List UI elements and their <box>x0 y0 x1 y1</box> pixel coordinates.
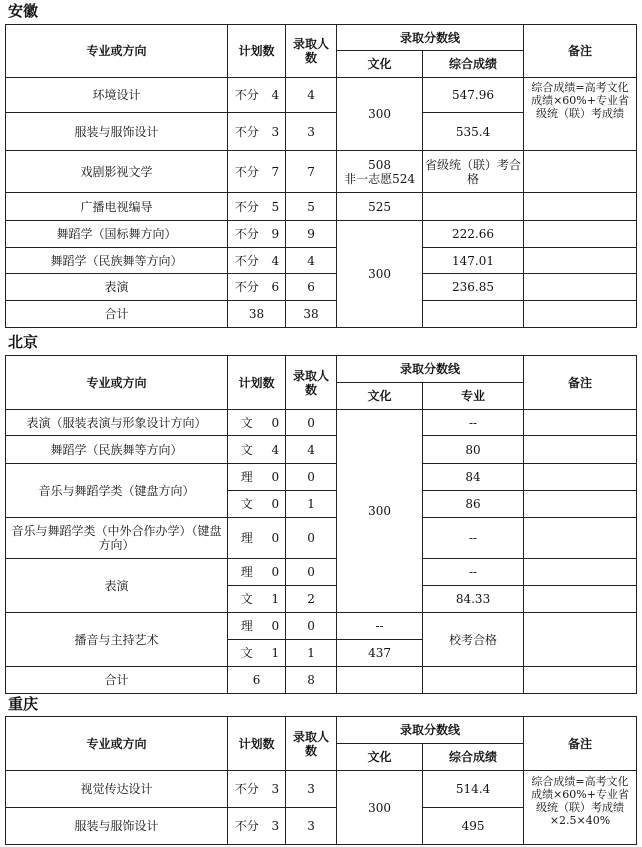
total-row <box>6 667 637 694</box>
plan-cell: 4 <box>266 78 286 113</box>
table-row <box>6 151 637 193</box>
score-cell: -- <box>423 410 524 436</box>
category-cell: 文 <box>228 410 266 436</box>
major-cell: 环境设计 <box>6 78 228 113</box>
culture-cell: 437 <box>337 640 423 667</box>
admit-cell: 1 <box>286 491 337 518</box>
header-remark: 备注 <box>524 25 637 78</box>
plan-cell: 0 <box>266 491 286 518</box>
culture-cell: 300 <box>337 771 423 845</box>
header-major: 专业或方向 <box>6 356 228 410</box>
category-cell: 不分 <box>228 151 266 193</box>
header-culture: 文化 <box>337 744 423 771</box>
admit-cell: 3 <box>286 113 337 151</box>
remark-cell <box>524 613 637 667</box>
major-cell: 舞蹈学（民族舞等方向） <box>6 436 228 464</box>
header-plan: 计划数 <box>228 356 286 410</box>
admit-cell: 4 <box>286 78 337 113</box>
table-row <box>6 559 637 586</box>
header-scoreline: 录取分数线 <box>337 356 524 383</box>
header-admit: 录取人数 <box>286 356 337 410</box>
score-cell: -- <box>423 559 524 586</box>
major-cell: 音乐与舞蹈学类（中外合作办学）（键盘方向） <box>6 518 228 559</box>
culture-cell: -- <box>337 613 423 640</box>
score-cell: 547.96 <box>423 78 524 113</box>
category-cell: 不分 <box>228 248 266 274</box>
category-cell: 理 <box>228 559 266 586</box>
score-cell: 省级统（联）考合格 <box>423 151 524 193</box>
score-cell: 84.33 <box>423 586 524 613</box>
score-cell: -- <box>423 518 524 559</box>
empty-cell <box>423 667 524 694</box>
remark-cell <box>524 248 637 274</box>
header-major: 专业或方向 <box>6 25 228 78</box>
total-plan: 6 <box>228 667 286 694</box>
section-title-beijing: 北京 <box>8 333 39 351</box>
major-cell: 舞蹈学（民族舞等方向） <box>6 248 228 274</box>
category-cell: 不分 <box>228 78 266 113</box>
culture-cell: 300 <box>337 221 423 328</box>
table-row <box>6 193 637 221</box>
score-cell: 495 <box>423 808 524 845</box>
major-cell: 视觉传达设计 <box>6 771 228 808</box>
major-cell: 舞蹈学（国标舞方向） <box>6 221 228 248</box>
plan-cell: 6 <box>266 274 286 301</box>
header-scoreline: 录取分数线 <box>337 717 524 744</box>
section-title-anhui: 安徽 <box>8 2 39 20</box>
empty-cell <box>423 301 524 328</box>
plan-cell: 5 <box>266 193 286 221</box>
plan-cell: 3 <box>266 113 286 151</box>
table-row <box>6 274 637 301</box>
empty-cell <box>337 667 423 694</box>
admit-cell: 4 <box>286 436 337 464</box>
table-row <box>6 221 637 248</box>
plan-cell: 0 <box>266 410 286 436</box>
header-plan: 计划数 <box>228 717 286 771</box>
score-cell: 86 <box>423 491 524 518</box>
culture-cell: 508 非一志愿524 <box>337 151 423 193</box>
header-professional: 专业 <box>423 383 524 410</box>
total-row <box>6 301 637 328</box>
header-plan: 计划数 <box>228 25 286 78</box>
plan-cell: 4 <box>266 436 286 464</box>
category-cell: 不分 <box>228 193 266 221</box>
plan-cell: 9 <box>266 221 286 248</box>
plan-cell: 3 <box>266 771 286 808</box>
remark-cell <box>524 221 637 248</box>
beijing-table <box>5 355 637 694</box>
plan-cell: 3 <box>266 808 286 845</box>
header-admit: 录取人数 <box>286 717 337 771</box>
category-cell: 不分 <box>228 221 266 248</box>
header-culture: 文化 <box>337 383 423 410</box>
empty-cell <box>524 667 637 694</box>
culture-cell: 300 <box>337 410 423 613</box>
remark-cell: 综合成绩=高考文化成绩×60%+专业省级统（联）考成绩×2.5×40% <box>524 771 637 845</box>
plan-cell: 0 <box>266 464 286 491</box>
major-cell: 戏剧影视文学 <box>6 151 228 193</box>
remark-cell <box>524 274 637 301</box>
score-cell: 236.85 <box>423 274 524 301</box>
table-row <box>6 78 637 113</box>
plan-cell: 0 <box>266 613 286 640</box>
total-admit: 38 <box>286 301 337 328</box>
plan-cell: 7 <box>266 151 286 193</box>
header-culture: 文化 <box>337 51 423 78</box>
category-cell: 文 <box>228 640 266 667</box>
major-cell: 音乐与舞蹈学类（键盘方向） <box>6 464 228 518</box>
major-cell: 服装与服饰设计 <box>6 113 228 151</box>
empty-cell <box>524 301 637 328</box>
score-cell: 535.4 <box>423 113 524 151</box>
remark-cell <box>524 464 637 491</box>
major-cell: 表演（服装表演与形象设计方向） <box>6 410 228 436</box>
header-major: 专业或方向 <box>6 717 228 771</box>
category-cell: 理 <box>228 464 266 491</box>
table-row <box>6 248 637 274</box>
remark-cell: 综合成绩=高考文化成绩×60%+专业省级统（联）考成绩 <box>524 78 637 151</box>
category-cell: 不分 <box>228 771 266 808</box>
total-admit: 8 <box>286 667 337 694</box>
table-row <box>6 410 637 436</box>
score-cell: 514.4 <box>423 771 524 808</box>
score-cell: 147.01 <box>423 248 524 274</box>
table-row <box>6 436 637 464</box>
section-title-chongqing: 重庆 <box>8 695 39 713</box>
plan-cell: 4 <box>266 248 286 274</box>
culture-cell: 525 <box>337 193 423 221</box>
remark-cell <box>524 410 637 436</box>
major-cell: 表演 <box>6 559 228 613</box>
remark-cell <box>524 518 637 559</box>
major-cell: 表演 <box>6 274 228 301</box>
remark-cell <box>524 491 637 518</box>
plan-cell: 0 <box>266 559 286 586</box>
category-cell: 文 <box>228 586 266 613</box>
total-label: 合计 <box>6 301 228 328</box>
header-composite: 综合成绩 <box>423 51 524 78</box>
category-cell: 文 <box>228 491 266 518</box>
score-cell: 80 <box>423 436 524 464</box>
header-remark: 备注 <box>524 356 637 410</box>
admit-cell: 1 <box>286 640 337 667</box>
score-cell: 校考合格 <box>423 613 524 667</box>
major-cell: 服装与服饰设计 <box>6 808 228 845</box>
header-admit: 录取人数 <box>286 25 337 78</box>
admit-cell: 7 <box>286 151 337 193</box>
remark-cell <box>524 559 637 586</box>
admit-cell: 0 <box>286 518 337 559</box>
table-row <box>6 518 637 559</box>
plan-cell: 1 <box>266 640 286 667</box>
admit-cell: 0 <box>286 559 337 586</box>
plan-cell: 1 <box>266 586 286 613</box>
category-cell: 文 <box>228 436 266 464</box>
category-cell: 不分 <box>228 274 266 301</box>
plan-cell: 0 <box>266 518 286 559</box>
category-cell: 理 <box>228 518 266 559</box>
remark-cell <box>524 151 637 193</box>
admit-cell: 3 <box>286 808 337 845</box>
category-cell: 不分 <box>228 113 266 151</box>
admit-cell: 3 <box>286 771 337 808</box>
admit-cell: 0 <box>286 613 337 640</box>
header-remark: 备注 <box>524 717 637 771</box>
table-row <box>6 771 637 808</box>
remark-cell <box>524 193 637 221</box>
major-cell: 广播电视编导 <box>6 193 228 221</box>
score-cell: 222.66 <box>423 221 524 248</box>
admit-cell: 0 <box>286 464 337 491</box>
category-cell: 理 <box>228 613 266 640</box>
table-row <box>6 464 637 491</box>
admit-cell: 6 <box>286 274 337 301</box>
header-scoreline: 录取分数线 <box>337 25 524 51</box>
culture-cell: 300 <box>337 78 423 151</box>
admit-cell: 5 <box>286 193 337 221</box>
admit-cell: 9 <box>286 221 337 248</box>
remark-cell <box>524 436 637 464</box>
total-label: 合计 <box>6 667 228 694</box>
chongqing-table <box>5 716 637 845</box>
table-row <box>6 613 637 640</box>
admit-cell: 4 <box>286 248 337 274</box>
header-composite: 综合成绩 <box>423 744 524 771</box>
score-cell: 84 <box>423 464 524 491</box>
category-cell: 不分 <box>228 808 266 845</box>
total-plan: 38 <box>228 301 286 328</box>
remark-cell <box>524 586 637 613</box>
anhui-table <box>5 24 637 328</box>
admit-cell: 0 <box>286 410 337 436</box>
admit-cell: 2 <box>286 586 337 613</box>
score-cell <box>423 193 524 221</box>
major-cell: 播音与主持艺术 <box>6 613 228 667</box>
